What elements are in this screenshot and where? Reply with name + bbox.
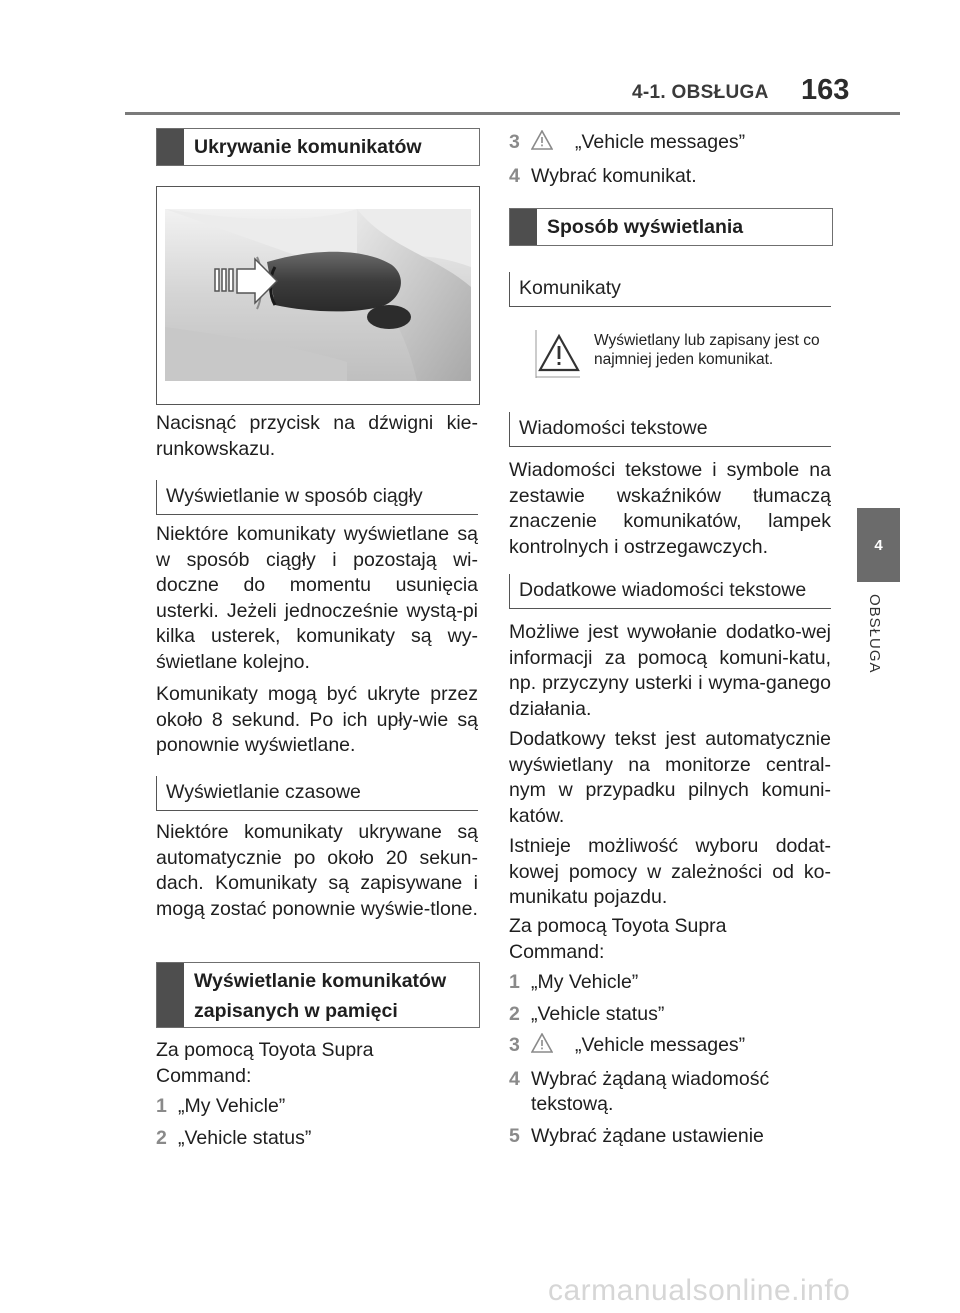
stalk-button-illustration [156, 186, 480, 405]
paragraph-temporary: Niektóre komunikaty ukrywane są automatycznie po około 20 sekun-dach. Komunikaty są zapisywane i mogą zostać ponownie wyświe-tlone. [156, 821, 478, 920]
intro-command-right: Za pomocą Toyota Supra Command: [509, 915, 727, 963]
paragraph-hidden-8s: Komunikaty mogą być ukryte przez około 8 sekund. Po ich upły-wie są ponownie wyświetlane. [156, 683, 478, 756]
subheading-messages: Komunikaty [509, 272, 831, 307]
section-title: 4-1. OBSŁUGA [632, 82, 769, 103]
page-number: 163 [801, 74, 850, 106]
warning-message-text: Wyświetlany lub zapisany jest co najmniej jeden komunikat. [594, 332, 820, 368]
heading-hide-messages: Ukrywanie komunikatów [156, 128, 480, 166]
paragraph-text-messages: Wiadomości tekstowe i symbole na zestawie wskaźników tłumaczą znaczenie komunikatów, lampek kontrolnych i ostrzegawczych. [509, 459, 831, 558]
chapter-tab-label: OBSŁUGA [866, 594, 883, 674]
watermark: carmanualsonline.info [548, 1274, 851, 1307]
chapter-tab: 4 [857, 508, 900, 582]
warning-triangle-icon [531, 130, 575, 158]
paragraph-additional-1: Możliwe jest wywołanie dodatko-wej informacji za pomocą komuni-katu, np. przyczyny usterki i wyma-ganego działania. [509, 621, 831, 720]
header-rule [125, 112, 900, 115]
subheading-text-messages: Wiadomości tekstowe [509, 412, 831, 447]
list-item: 3 „Vehicle messages” [509, 130, 839, 158]
heading-stored-line2: zapisanych w pamięci [194, 1000, 398, 1022]
subheading-continuous: Wyświetlanie w sposób ciągły [156, 480, 478, 515]
list-item: 2 „Vehicle status” [156, 1126, 312, 1149]
intro-command-left: Za pomocą Toyota Supra Command: [156, 1039, 374, 1087]
list-item: 3 „Vehicle messages” [509, 1033, 839, 1061]
paragraph-continuous: Niektóre komunikaty wyświetlane są w sposób ciągły i pozostają wi-doczne do momentu usunięcia usterki. Jeżeli jednocześnie wystą-pi kilka usterek, komunikaty są wy-świetlane kolejno. [156, 523, 478, 673]
list-item: 1 „My Vehicle” [156, 1095, 286, 1117]
steps-left [156, 1094, 478, 1151]
turn-signal-stalk-image [157, 187, 479, 404]
paragraph-additional-2: Dodatkowy tekst jest automatycznie wyświetlany na monitorze central-nym w przypadku pilnych komuni-katów. [509, 728, 831, 827]
list-item: 2 „Vehicle status” [509, 1002, 665, 1025]
steps-right-top [509, 130, 839, 189]
steps-right-bottom [509, 970, 839, 1149]
heading-stored-messages [156, 962, 480, 1028]
paragraph-additional-3: Istnieje możliwość wyboru dodat-kowej pomocy w zależności od ko-munikatu pojazdu. [509, 835, 831, 908]
subheading-additional: Dodatkowe wiadomości tekstowe [509, 574, 831, 609]
list-item: 1 „My Vehicle” [509, 971, 639, 993]
heading-stored-line1: Wyświetlanie komunikatów [194, 970, 447, 992]
warning-triangle-icon [534, 330, 580, 378]
subheading-temporary: Wyświetlanie czasowe [156, 776, 478, 811]
warning-triangle-icon [531, 1033, 575, 1061]
list-item: 4 Wybrać komunikat. [509, 164, 697, 187]
heading-display-mode: Sposób wyświetlania [509, 208, 833, 246]
list-item: 4 Wybrać żądaną wiadomość tekstową. [509, 1067, 770, 1115]
image-caption: Nacisnąć przycisk na dźwigni kie-runkowskazu. [156, 412, 478, 460]
list-item: 5 Wybrać żądane ustawienie [509, 1124, 764, 1147]
